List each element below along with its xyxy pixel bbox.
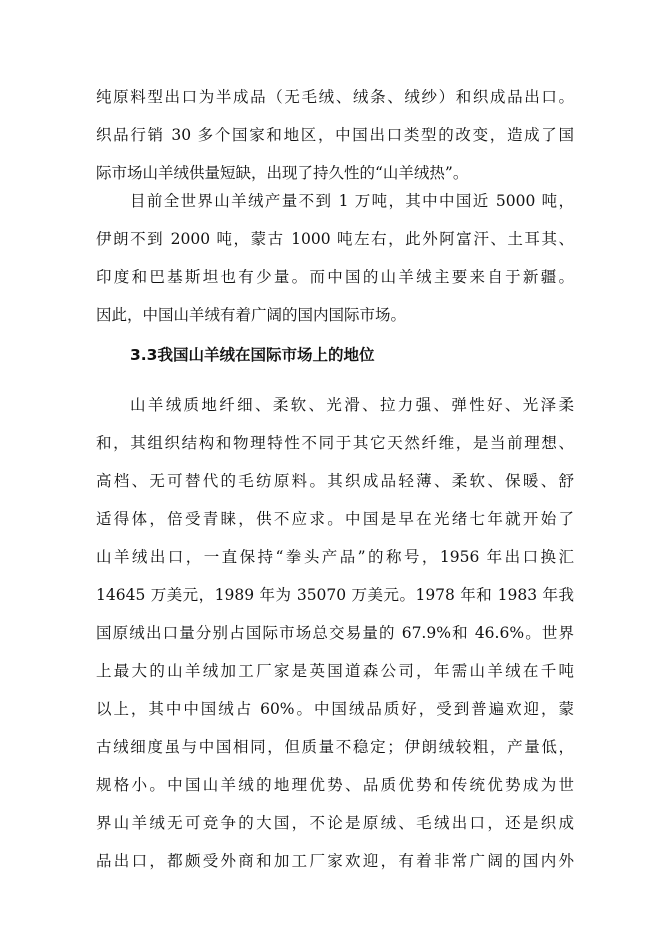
text-line: 伊朗不到 2000 吨，蒙古 1000 吨左右，此外阿富汗、土耳其、 <box>96 230 574 248</box>
text-line: 目前全世界山羊绒产量不到 1 万吨，其中中国近 5000 吨， <box>130 192 574 210</box>
section-heading: 3.3我国山羊绒在国际市场上的地位 <box>130 346 375 364</box>
text-line: 因此，中国山羊绒有着广阔的国内国际市场。 <box>96 306 407 324</box>
text-line: 古绒细度虽与中国相同，但质量不稳定；伊朗绒较粗，产量低， <box>96 738 574 756</box>
text-line: 山羊绒质地纤细、柔软、光滑、拉力强、弹性好、光泽柔 <box>130 396 574 414</box>
text-line: 织品行销 30 多个国家和地区，中国出口类型的改变，造成了国 <box>96 126 574 144</box>
text-line: 规格小。中国山羊绒的地理优势、品质优势和传统优势成为世 <box>96 776 574 794</box>
paragraph-continuation <box>96 78 574 192</box>
text-line: 纯原料型出口为半成品（无毛绒、绒条、绒纱）和织成品出口。 <box>96 88 574 106</box>
text-line: 山羊绒出口，一直保持“拳头产品”的称号，1956 年出口换汇 <box>96 548 574 566</box>
text-line: 际市场山羊绒供量短缺，出现了持久性的“山羊绒热”。 <box>96 164 469 182</box>
text-line: 印度和巴基斯坦也有少量。而中国的山羊绒主要来自于新疆。 <box>96 268 574 286</box>
text-line: 和，其组织结构和物理特性不同于其它天然纤维，是当前理想、 <box>96 434 574 452</box>
text-line: 以上，其中中国绒占 60%。中国绒品质好，受到普遍欢迎，蒙 <box>96 700 574 718</box>
text-line: 14645 万美元，1989 年为 35070 万美元。1978 年和 1983 年我 <box>96 586 574 604</box>
text-line: 上最大的山羊绒加工厂家是英国道森公司，年需山羊绒在千吨 <box>96 662 574 680</box>
paragraph-status <box>96 386 574 880</box>
text-line: 界山羊绒无可竞争的大国，不论是原绒、毛绒出口，还是织成 <box>96 814 574 832</box>
text-line: 高档、无可替代的毛纺原料。其织成品轻薄、柔软、保暖、舒 <box>96 472 574 490</box>
text-line: 品出口，都颇受外商和加工厂家欢迎，有着非常广阔的国内外 <box>96 852 574 870</box>
paragraph-production <box>96 182 574 334</box>
text-line: 适得体，倍受青睐，供不应求。中国是早在光绪七年就开始了 <box>96 510 574 528</box>
text-line: 国原绒出口量分别占国际市场总交易量的 67.9%和 46.6%。世界 <box>96 624 574 642</box>
